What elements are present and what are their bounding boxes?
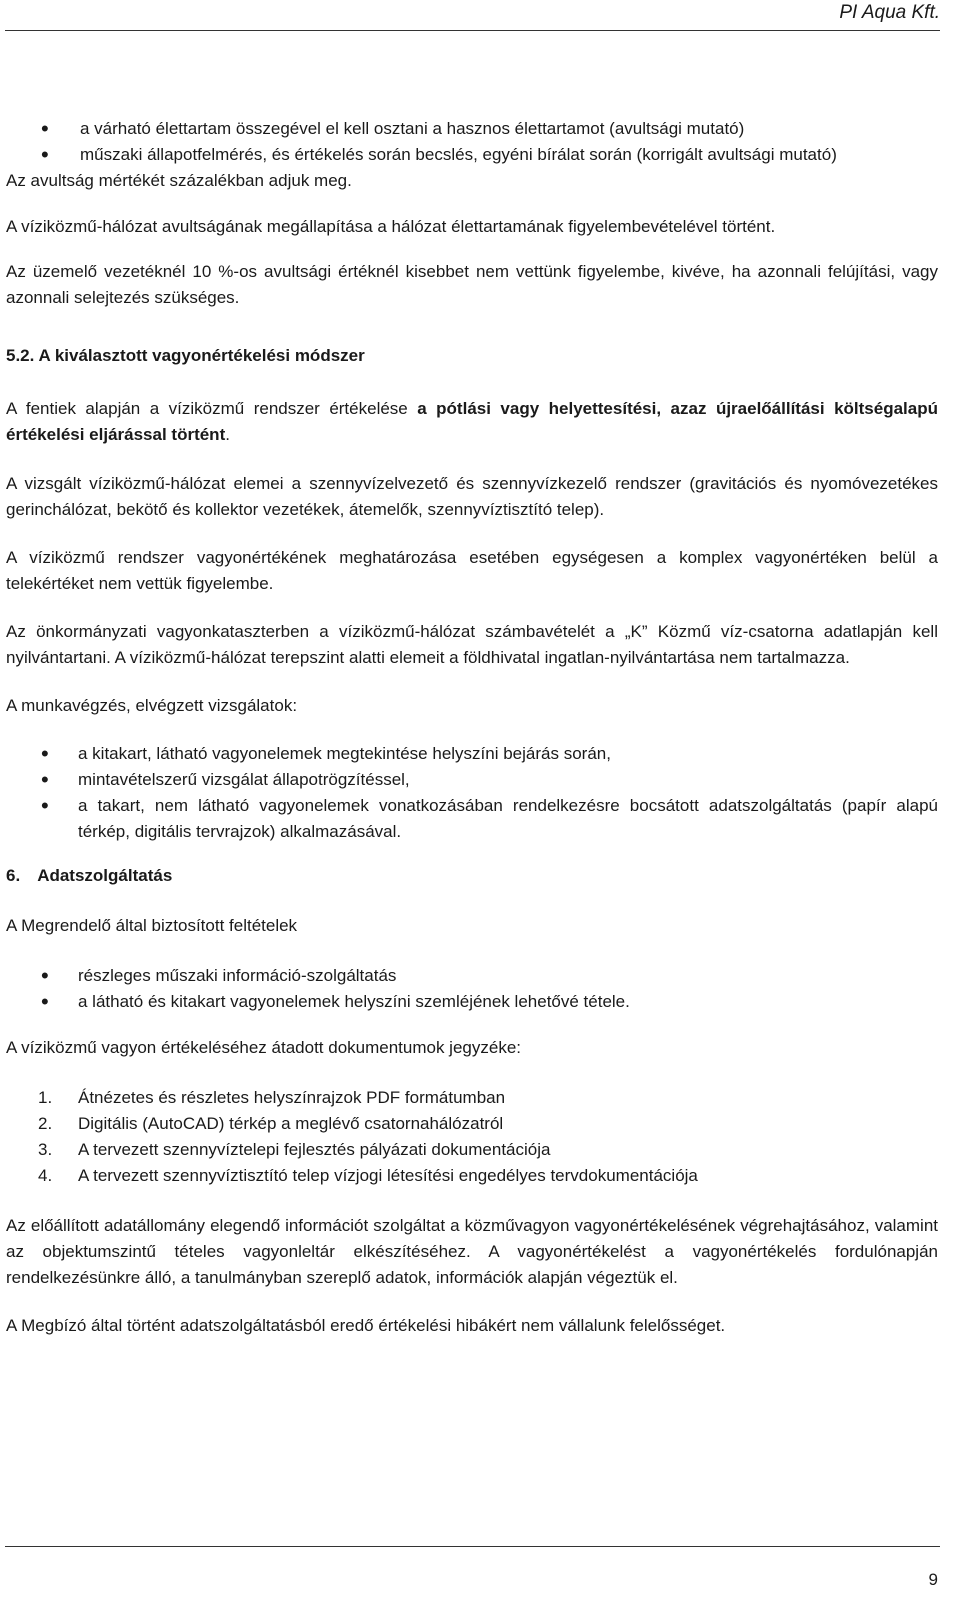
- list-item: • mintavételszerű vizsgálat állapotrögzítéssel,: [6, 767, 938, 793]
- list-text: A tervezett szennyvíztisztító telep vízjogi létesítési engedélyes tervdokumentációja: [78, 1166, 698, 1185]
- list-item: [6, 1085, 938, 1111]
- list-item: [6, 1111, 938, 1137]
- section-heading-6: [6, 863, 938, 889]
- paragraph-felelosseg: A Megbízó által történt adatszolgáltatásból eredő értékelési hibákért nem vállalunk felelősséget.: [6, 1316, 726, 1335]
- list-item: • a kitakart, látható vagyonelemek megtekintése helyszíni bejárás során,: [6, 741, 938, 767]
- list-item: • a látható és kitakart vagyonelemek helyszíni szemléjének lehetővé tétele.: [6, 989, 938, 1015]
- paragraph-telekertek: A víziközmű rendszer vagyonértékének meghatározása esetében egységesen a komplex vagyonértéken belül a telekértéket nem vettük figyelembe.: [6, 548, 938, 593]
- footer-rule: [5, 1546, 940, 1547]
- list-number: 3.: [38, 1140, 53, 1159]
- header-rule: [5, 30, 940, 31]
- paragraph-megrendelo-feltetelek: A Megrendelő által biztosított feltételek: [6, 916, 298, 935]
- list-number: 2.: [38, 1114, 53, 1133]
- paragraph-ertekelesi-eljaras: [6, 396, 938, 448]
- header-company: PI Aqua Kft.: [839, 2, 940, 23]
- list-item: • a takart, nem látható vagyonelemek vonatkozásában rendelkezésre bocsátott adatszolgáltatás (papír alapú térkép, digitális tervrajzok) alkalmazásával.: [6, 793, 938, 845]
- paragraph-avultsag-megallapitasa: A víziközmű-hálózat avultságának megállapítása a hálózat élettartamának figyelembevételével történt.: [6, 217, 776, 236]
- list-item: • a várható élettartam összegével el kell osztani a hasznos élettartamot (avultsági mutató): [6, 116, 938, 142]
- page-number: 9: [928, 1570, 938, 1589]
- paragraph-bold-text: a pótlási vagy helyettesítési, azaz újraelőállítási költségalapú értékelési eljárással történt: [6, 399, 938, 444]
- documents-list: [6, 1085, 938, 1189]
- section-title: Adatszolgáltatás: [37, 866, 173, 885]
- list-number: 4.: [38, 1166, 53, 1185]
- list-item: • részleges műszaki információ-szolgáltatás: [6, 963, 938, 989]
- list-text: Átnézetes és részletes helyszínrajzok PDF formátumban: [78, 1088, 506, 1107]
- list-text: Digitális (AutoCAD) térkép a meglévő csatornahálózatról: [78, 1114, 504, 1133]
- list-item: [6, 1137, 938, 1163]
- paragraph-vagyonkataszter: Az önkormányzati vagyonkataszterben a víziközmű-hálózat számbavételét a „K” Közmű víz-csatorna adatlapján kell nyilvántartani. A víziközmű-hálózat terepszint alatti elemeit a földhivatal ingatlan-nyilvántartása nem tartalmazza.: [6, 622, 938, 667]
- list-item: [6, 1163, 938, 1189]
- list-item: • műszaki állapotfelmérés, és értékelés során becslés, egyéni bírálat során (korrigált avultsági mutató): [6, 142, 938, 168]
- paragraph-text-end: .: [225, 425, 230, 444]
- paragraph-adatallomany: Az előállított adatállomány elegendő információt szolgáltat a közművagyon vagyonértékelésének végrehajtásához, valamint az objektumszintű tételes vagyonleltár elkészítéséhez. A vagyonértékelést a vagyonértékelés fordulónapján rendelkezésünkre álló, a tanulmányban szereplő adatok, információk alapján végeztük el.: [6, 1216, 938, 1287]
- section-number: 6.: [6, 866, 21, 885]
- client-bullet-list: [6, 963, 938, 1015]
- paragraph-halozat-elemei: A vizsgált víziközmű-hálózat elemei a szennyvízelvezető és szennyvízkezelő rendszer (gravitációs és nyomóvezetékes gerinchálózat, bekötő és kollektor vezetékek, átemelők, szennyvíztisztító telep).: [6, 474, 938, 519]
- paragraph-text: A fentiek alapján a víziközmű rendszer értékelése: [6, 399, 418, 418]
- page-content: [6, 116, 938, 1339]
- paragraph-avultsag-merteke: Az avultság mértékét százalékban adjuk meg.: [6, 171, 352, 190]
- work-bullet-list: [6, 741, 938, 845]
- avultsag-bullet-list: [6, 116, 938, 168]
- list-text: A tervezett szennyvíztelepi fejlesztés pályázati dokumentációja: [78, 1140, 551, 1159]
- paragraph-dokumentumok: A víziközmű vagyon értékeléséhez átadott dokumentumok jegyzéke:: [6, 1038, 522, 1057]
- list-number: 1.: [38, 1088, 53, 1107]
- section-heading-5-2: 5.2. A kiválasztott vagyonértékelési módszer: [6, 346, 365, 365]
- paragraph-munkavegzes: A munkavégzés, elvégzett vizsgálatok:: [6, 696, 298, 715]
- paragraph-10-szazalek: Az üzemelő vezetéknél 10 %-os avultsági értéknél kisebbet nem vettünk figyelembe, kivéve, ha azonnali felújítási, vagy azonnali selejtezés szükséges.: [6, 262, 938, 307]
